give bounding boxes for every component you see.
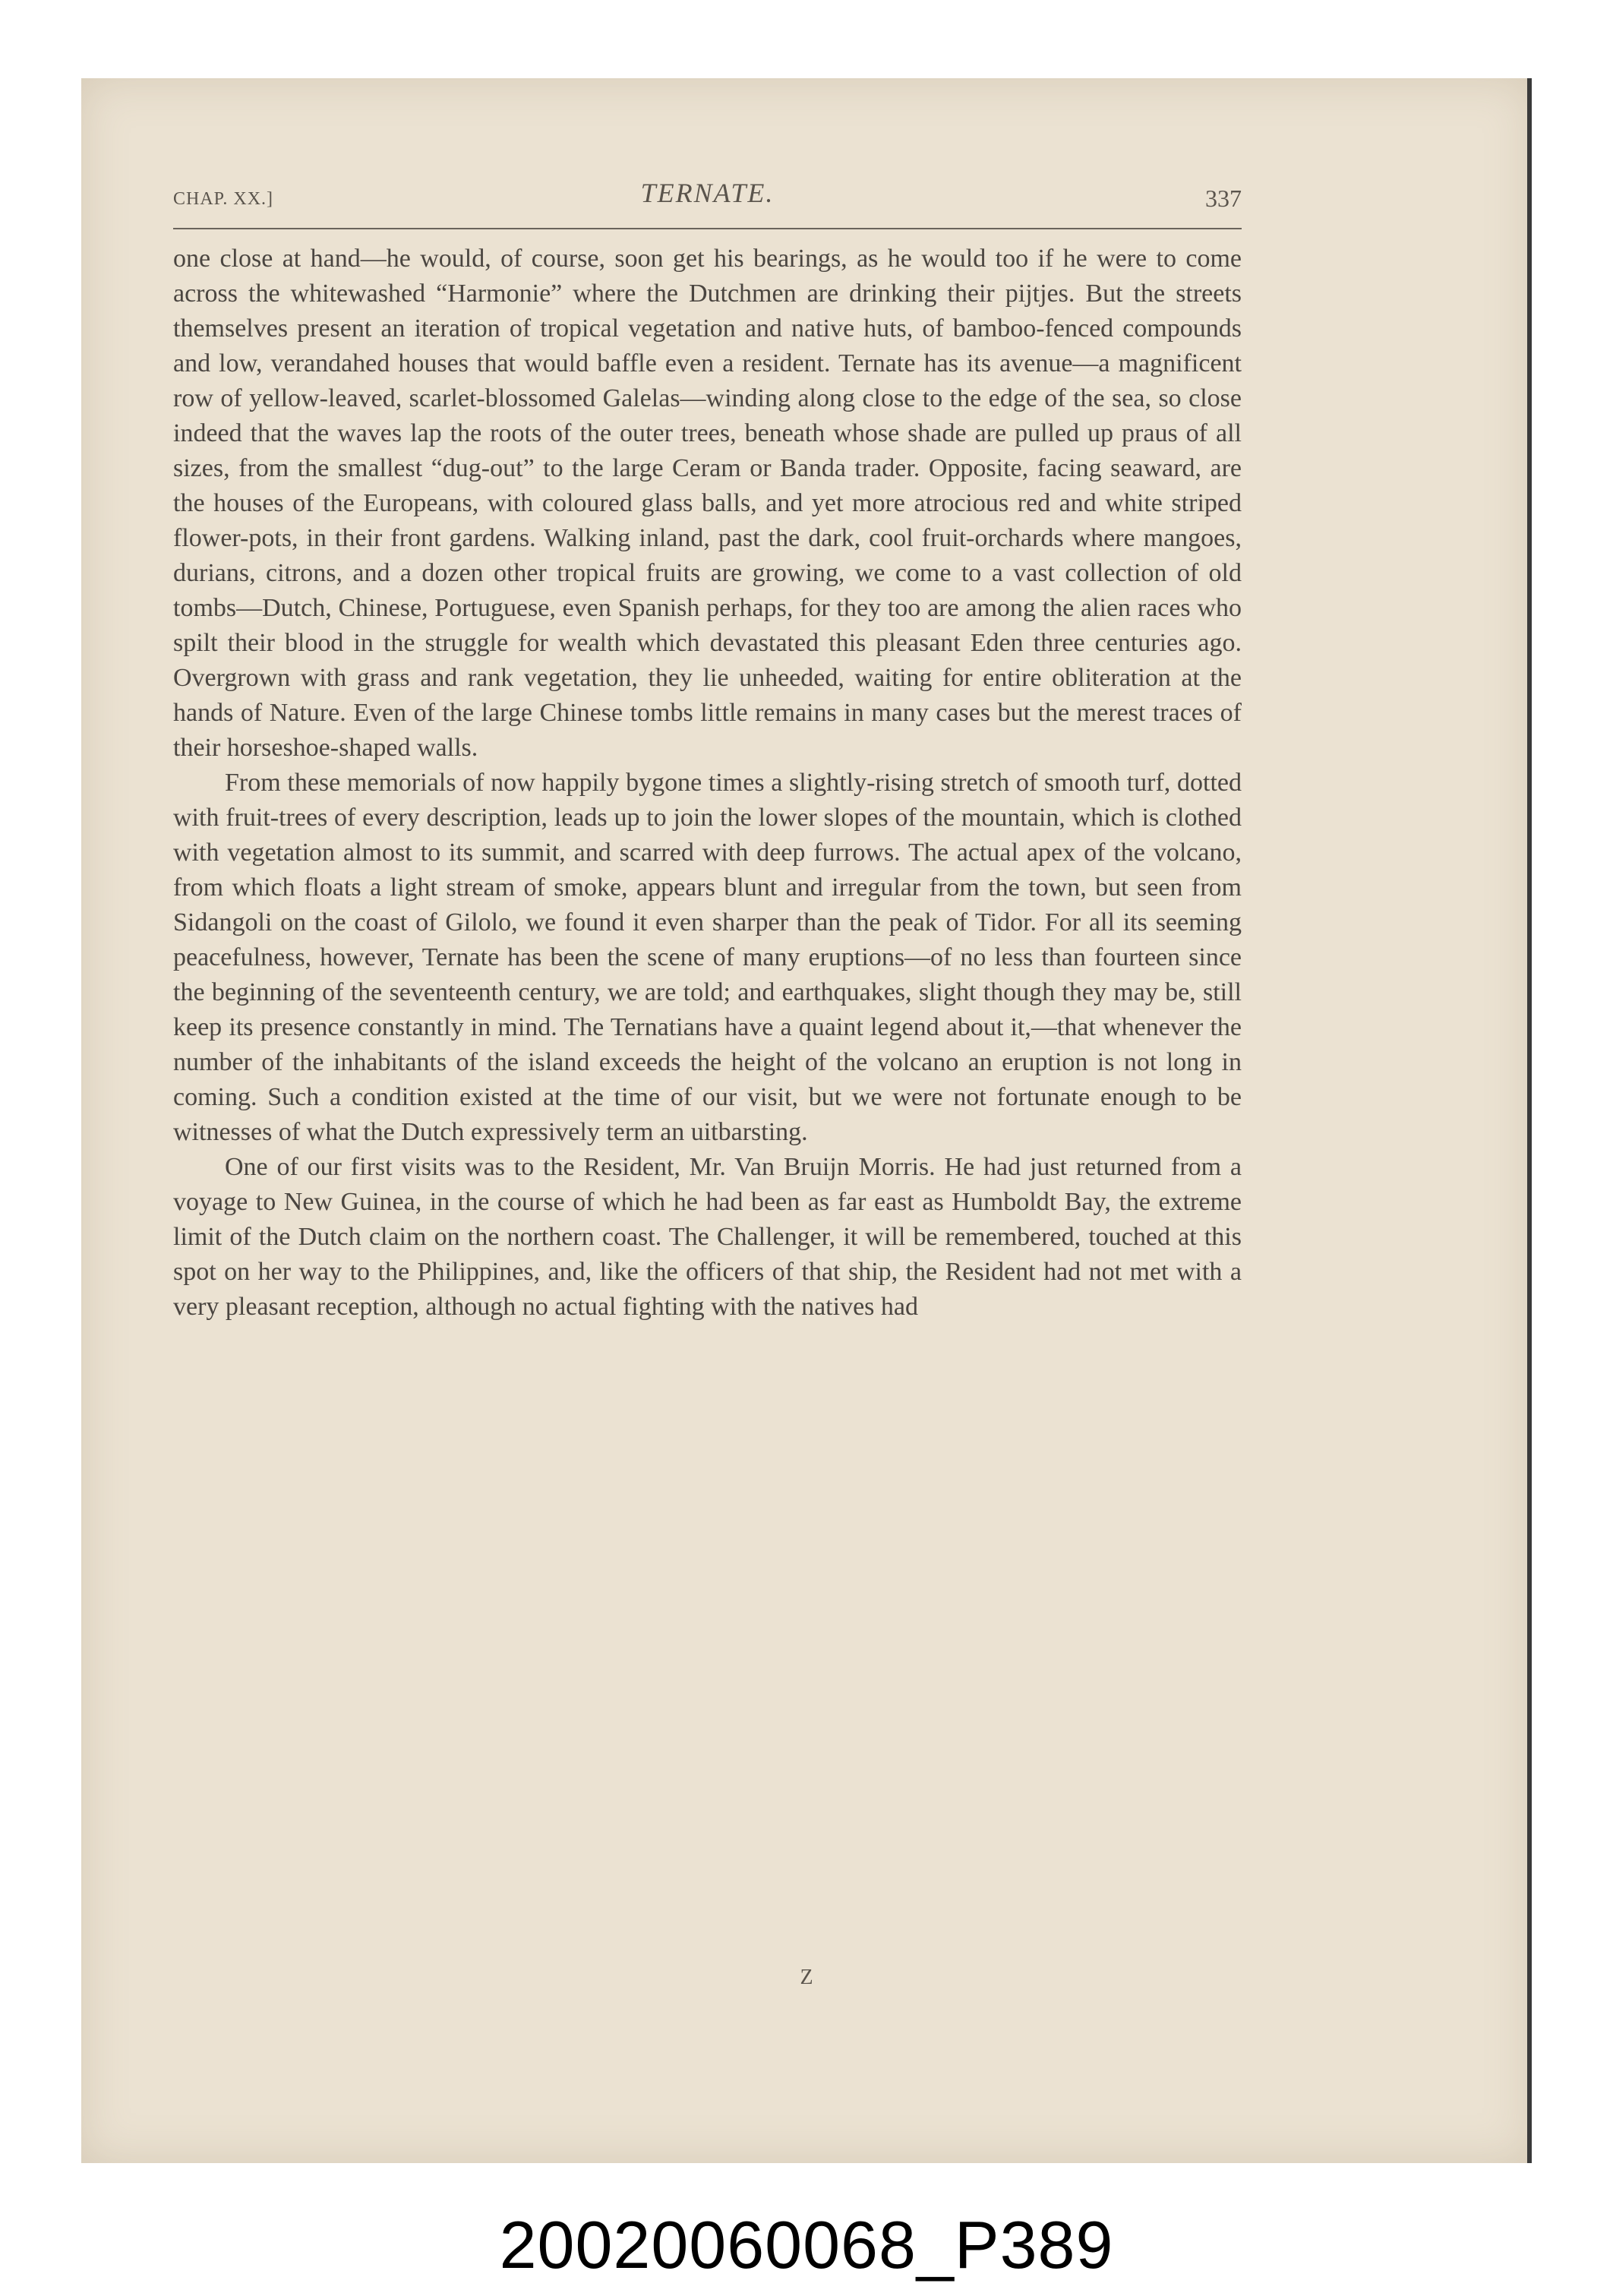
signature-mark: Z [800,1966,813,1989]
chapter-label: CHAP. XX.] [173,189,274,209]
paragraph: From these memorials of now happily bygone times a slightly-rising stretch of smooth turf, dotted with fruit-trees of every description, leads up to join the lower slopes of the mountain, which is clothed with vegetation almost to its summit, and scarred with deep furrows. The actual apex of the volcano, from which floats a light stream of smoke, appears blunt and irregular from the town, but seen from Sidangoli on the coast of Gilolo, we found it even sharper than the peak of Tidor. For all its seeming peacefulness, however, Ternate has been the scene of many eruptions—of no less than fourteen since the beginning of the seventeenth century, we are told; and earthquakes, slight though they may be, still keep its presence constantly in mind. The Ternatians have a quaint legend about it,—that whenever the number of the inhabitants of the island exceeds the height of the volcano an eruption is not long in coming. Such a condition existed at the time of our visit, but we were not fortunate enough to be witnesses of what the Dutch expressively term an uitbarsting. [173,769,1242,1146]
paragraph: one close at hand—he would, of course, soon get his bearings, as he would too if he were to come across the whitewashed “Harmonie” where the Dutchmen are drinking their pijtjes. But the streets themselves present an iteration of tropical vegetation and native huts, of bamboo-fenced compounds and low, verandahed houses that would baffle even a resident. Ternate has its avenue—a magnificent row of yellow-leaved, scarlet-blossomed Galelas—winding along close to the edge of the sea, so close indeed that the waves lap the roots of the outer trees, beneath whose shade are pulled up praus of all sizes, from the smallest “dug-out” to the large Ceram or Banda trader. Opposite, facing seaward, are the houses of the Europeans, with coloured glass balls, and yet more atrocious red and white striped flower-pots, in their front gardens. Walking inland, past the dark, cool fruit-orchards where mangoes, durians, citrons, and a dozen other tropical fruits are growing, we come to a vast collection of old tombs—Dutch, Chinese, Portuguese, even Spanish perhaps, for they too are among the alien races who spilt their blood in the struggle for wealth which devastated this pleasant Eden three centuries ago. Overgrown with grass and rank vegetation, they lie unheeded, waiting for entire obliteration at the hands of Nature. Even of the large Chinese tombs little remains in many cases but the merest traces of their horseshoe-shaped walls. [173,245,1242,762]
running-head [173,177,1242,223]
header-rule [173,228,1242,229]
running-title: TERNATE. [640,178,775,208]
page-number: 337 [1205,185,1242,212]
image-caption: 20020060068_P389 [499,2207,1114,2282]
paragraph: One of our first visits was to the Resident, Mr. Van Bruijn Morris. He had just returned from a voyage to New Guinea, in the course of which he had been as far east as Humboldt Bay, the extreme limit of the Dutch claim on the northern coast. The Challenger, it will be remembered, touched at this spot on her way to the Philippines, and, like the officers of that ship, the Resident had not met with a very pleasant reception, although no actual fighting with the natives had [173,1153,1242,1321]
body-text [173,242,1242,1325]
